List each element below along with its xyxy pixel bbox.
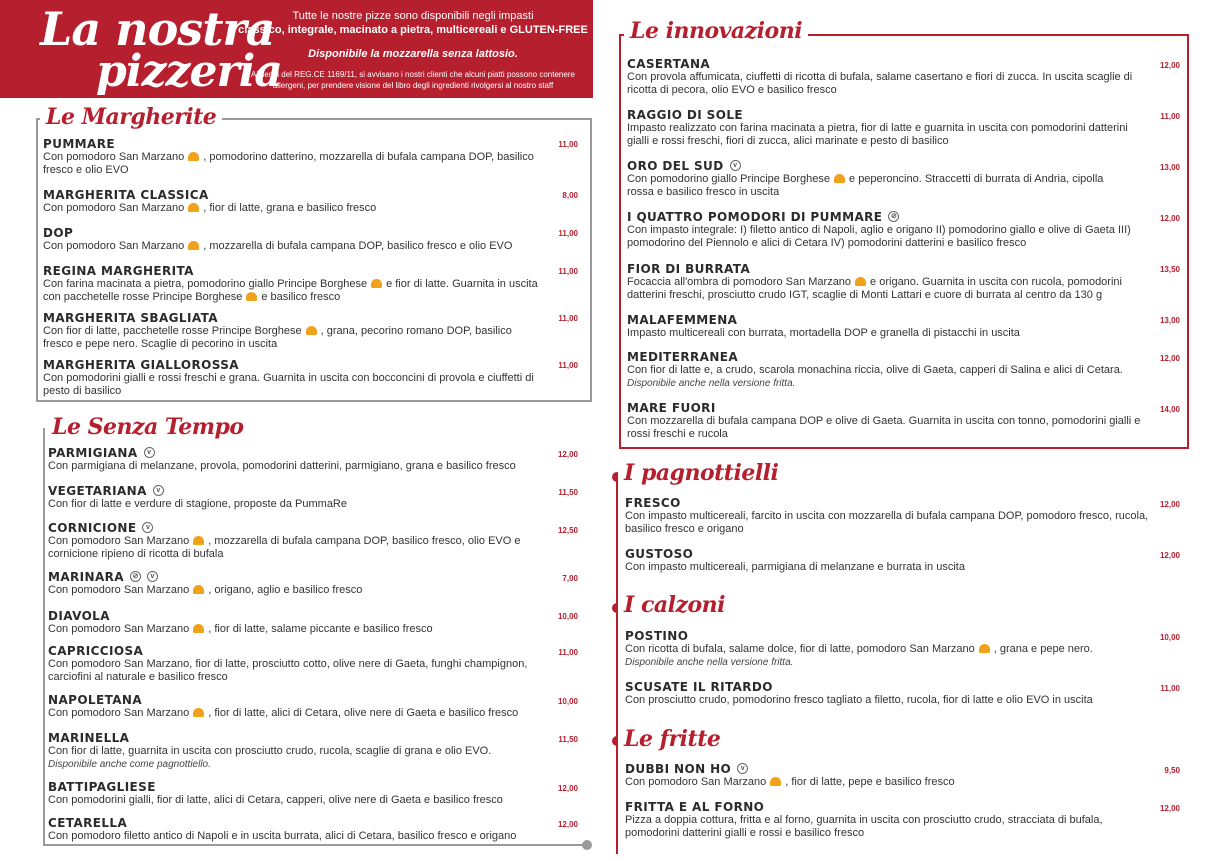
senza-tempo-divider [43,428,45,846]
item-description: Con mozzarella di bufala campana DOP e olive di Gaeta. Guarnita in uscita con tonno, pomodorini gialli e rossi freschi e rucola [627,415,1141,440]
menu-item-scusate-il-ritardo [625,679,1150,707]
dough-list: classico, integrale, macinato a pietra, multicereali e GLUTEN-FREE [238,23,588,36]
item-price: 12,00 [1159,500,1180,509]
menu-item-fritta-e-al-forno [625,799,1150,840]
vegetarian-leaf-icon: v [144,447,155,458]
item-name: CETARELLA [48,815,128,830]
item-description: Con impasto integrale: I) filetto antico di Napoli, aglio e origano II) pomodorino giallo e olive di Gaeta III) pomodorino del Piennolo e alici di Cetara IV) pomodorini datterini e basilico fresco [627,224,1131,249]
item-description: Pizza a doppia cottura, fritta e al forno, guarnita in uscita con prosciutto crudo, stracciata di bufala, pomodorini datterini gialli e rossi e basilico fresco [625,814,1103,839]
item-name: FRESCO [625,495,681,510]
item-price: 11,00 [558,648,578,657]
item-price: 11,00 [558,229,578,238]
item-price: 12,00 [1159,214,1180,223]
menu-item-battipagliese [48,779,548,807]
menu-item-capricciosa [48,643,548,684]
item-description: Con prosciutto crudo, pomodorino fresco tagliato a filetto, rucola, fior di latte e olio EVO in uscita [625,694,1093,706]
item-price: 12,00 [557,450,578,459]
menu-item-postino [625,628,1150,669]
item-note: Disponibile anche nella versione fritta. [625,657,794,668]
vegetarian-leaf-icon: v [737,763,748,774]
item-description: Con farina macinata a pietra, pomodorino giallo Principe Borghese e fior di latte. Guarnita in uscita con pacchetelle rosse Principe Borghese e basilico fresco [43,278,538,303]
item-name: ORO DEL SUD [627,158,724,173]
item-name: MARE FUORI [627,400,716,415]
menu-item-diavola [48,608,548,636]
item-description: Focaccia all'ombra di pomodoro San Marzano e origano. Guarnita in uscita con rucola, pomodorini datterini freschi, prosciutto crudo IGT, scaglie di Monti Lattari e cuore di burrata al centro da 130 g [627,276,1122,301]
item-name: CORNICIONE [48,520,137,535]
item-price: 10,00 [557,612,578,621]
tomato-icon [770,777,781,786]
item-name: PUMMARE [43,136,115,151]
menu-item-malafemmena [627,312,1152,340]
menu-item-marinara [48,569,548,597]
menu-header [0,0,593,98]
item-description: Con pomodoro San Marzano, fior di latte, prosciutto cotto, olive nere di Gaeta, funghi champignon, carciofini al naturale e basilico fresco [48,658,528,683]
item-price: 13,00 [1159,316,1180,325]
tomato-icon [855,277,866,286]
item-description: Con impasto multicereali, parmigiana di melanzane e burrata in uscita [625,561,965,573]
senza-tempo-divider-bottom [43,844,586,846]
item-note: Disponibile anche come pagnottiello. [48,759,211,770]
item-description: Con impasto multicereali, farcito in uscita con mozzarella di bufala campana DOP, pomodoro fresco, rucola, basilico fresco e origano [625,510,1149,535]
item-description: Con provola affumicata, ciuffetti di ricotta di bufala, salame casertano e fiori di zucca. In uscita scaglie di ricotta di pecora, olio EVO e basilico fresco [627,71,1133,96]
menu-item-parmigiana [48,445,548,473]
menu-item-dubbi-non-ho [625,761,1150,789]
section-title-pagnottielli: I pagnottielli [618,460,784,486]
menu-item-regina-margherita [43,263,543,304]
item-price: 11,00 [558,314,578,323]
item-price: 9,50 [1164,766,1180,775]
allergen-note: Ai sensi del REG.CE 1169/11, si avvisano i nostri clienti che alcuni piatti possono contenere allergeni, per prendere visione del libro degli ingredienti rivolgersi al nostro staff [251,70,575,91]
item-price: 11,00 [1160,112,1180,121]
item-name: PARMIGIANA [48,445,138,460]
brand-line-1: La nostra [40,2,275,56]
menu-item-dop [43,225,543,253]
item-description: Con pomodoro San Marzano , origano, aglio e basilico fresco [48,584,363,596]
item-price: 11,00 [558,361,578,370]
menu-item-margherita-giallorossa [43,357,543,398]
menu-item-vegetariana [48,483,548,511]
item-price: 8,00 [562,191,578,200]
item-price: 11,50 [558,488,578,497]
tomato-icon [246,292,257,301]
item-price: 12,00 [1159,354,1180,363]
lactose-free-note: Disponibile la mozzarella senza lattosio. [308,47,518,60]
item-description: Impasto multicereali con burrata, mortadella DOP e granella di pistacchi in uscita [627,327,1020,339]
item-name: MARGHERITA GIALLOROSSA [43,357,239,372]
item-price: 11,00 [558,140,578,149]
vegetarian-leaf-icon: v [730,160,741,171]
tomato-icon [834,174,845,183]
tomato-icon [193,536,204,545]
item-name: BATTIPAGLIESE [48,779,156,794]
item-name: VEGETARIANA [48,483,147,498]
menu-item-pummare [43,136,543,177]
menu-item-marinella [48,730,548,771]
menu-item-cetarella [48,815,548,843]
section-title-senza-tempo: Le Senza Tempo [46,414,250,440]
item-name: DUBBI NON HO [625,761,732,776]
menu-item-mare-fuori [627,400,1152,441]
right-column-divider [616,474,618,854]
tomato-icon [188,203,199,212]
menu-item-fresco [625,495,1150,536]
item-price: 14,00 [1159,405,1180,414]
item-description: Con ricotta di bufala, salame dolce, fior di latte, pomodoro San Marzano , grana e pepe nero. [625,643,1093,655]
item-description: Con pomodoro San Marzano , mozzarella di bufala campana DOP, basilico fresco e olio EVO [43,240,513,252]
menu-item-fior-di-burrata [627,261,1152,302]
item-description: Con fior di latte, guarnita in uscita con prosciutto crudo, rucola, scaglie di grana e olio EVO. [48,745,492,757]
item-price: 11,00 [1160,684,1180,693]
no-gluten-icon: ⊘ [130,571,141,582]
item-description: Con pomodorini gialli, fior di latte, alici di Cetara, capperi, olive nere di Gaeta e basilico fresco [48,794,503,806]
item-price: 13,00 [1159,163,1180,172]
item-price: 12,00 [1159,804,1180,813]
header-info [238,10,588,92]
no-gluten-icon: ⊘ [888,211,899,222]
item-name: CASERTANA [627,56,711,71]
item-name: MALAFEMMENA [627,312,738,327]
item-name: SCUSATE IL RITARDO [625,679,773,694]
item-name: GUSTOSO [625,546,694,561]
item-name: MARINELLA [48,730,130,745]
tomato-icon [193,708,204,717]
item-price: 10,00 [557,697,578,706]
item-description: Con pomodoro San Marzano , fior di latte, salame piccante e basilico fresco [48,623,433,635]
item-name: REGINA MARGHERITA [43,263,194,278]
section-title-innovazioni: Le innovazioni [624,18,808,44]
item-price: 11,50 [558,735,578,744]
section-title-calzoni: I calzoni [618,592,731,618]
item-name: MEDITERRANEA [627,349,739,364]
menu-item-mediterranea [627,349,1152,390]
item-name: FRITTA E AL FORNO [625,799,765,814]
menu-item-oro-del-sud [627,158,1107,199]
vegetarian-leaf-icon: v [142,522,153,533]
item-note: Disponibile anche nella versione fritta. [627,378,796,389]
tomato-icon [188,241,199,250]
item-name: CAPRICCIOSA [48,643,144,658]
item-price: 12,00 [557,820,578,829]
item-description: Con pomodoro San Marzano , fior di latte, grana e basilico fresco [43,202,377,214]
item-description: Con pomodoro filetto antico di Napoli e in uscita burrata, alici di Cetara, basilico fresco e origano [48,830,517,842]
item-name: FIOR DI BURRATA [627,261,751,276]
item-description: Con fior di latte, pacchetelle rosse Principe Borghese , grana, pecorino romano DOP, basilico fresco e pepe nero. Scaglie di pecorino in uscita [43,325,512,350]
item-name: NAPOLETANA [48,692,143,707]
item-name: DIAVOLA [48,608,110,623]
menu-item-gustoso [625,546,1150,574]
section-title-margherite: Le Margherite [40,104,222,130]
item-price: 10,00 [1159,633,1180,642]
menu-item-napoletana [48,692,548,720]
menu-item-casertana [627,56,1152,97]
tomato-icon [979,644,990,653]
item-description: Con fior di latte e, a crudo, scarola monachina riccia, olive di Gaeta, capperi di Salina e alici di Cetara. [627,364,1123,376]
item-name: POSTINO [625,628,689,643]
item-description: Con pomodorino giallo Principe Borghese e peperoncino. Straccetti di burrata di Andria, cipolla rossa e basilico fresco in uscita [627,173,1104,198]
item-price: 12,00 [1159,61,1180,70]
item-description: Con pomodoro San Marzano , fior di latte, alici di Cetara, olive nere di Gaeta e basilico fresco [48,707,519,719]
tomato-icon [371,279,382,288]
item-name: MARINARA [48,569,124,584]
item-description: Impasto realizzato con farina macinata a pietra, fior di latte e guarnita in uscita con pomodorini datterini gialli e rossi freschi, fiori di zucca, alici marinate e pesto di basilico [627,122,1128,147]
item-name: MARGHERITA CLASSICA [43,187,209,202]
item-name: MARGHERITA SBAGLIATA [43,310,218,325]
item-name: DOP [43,225,74,240]
item-description: Con pomodorini gialli e rossi freschi e grana. Guarnita in uscita con bocconcini di provola e ciuffetti di pesto di basilico [43,372,534,397]
divider-dot [582,840,592,850]
menu-item-margherita-sbagliata [43,310,543,351]
item-name: RAGGIO DI SOLE [627,107,743,122]
brand-line-2: pizzeria [96,46,282,97]
item-price: 7,00 [562,574,578,583]
item-description: Con parmigiana di melanzane, provola, pomodorini datterini, parmigiano, grana e basilico fresco [48,460,516,472]
item-price: 13,50 [1159,265,1180,274]
item-price: 12,00 [1159,551,1180,560]
menu-item-quattro-pomodori [627,209,1152,250]
vegetarian-leaf-icon: v [153,485,164,496]
menu-item-cornicione [48,520,548,561]
item-description: Con pomodoro San Marzano , fior di latte, pepe e basilico fresco [625,776,955,788]
vegetarian-leaf-icon: v [147,571,158,582]
tomato-icon [188,152,199,161]
tomato-icon [193,624,204,633]
item-description: Con pomodoro San Marzano , mozzarella di bufala campana DOP, basilico fresco, olio EVO e cornicione ripieno di ricotta di bufala [48,535,521,560]
tomato-icon [193,585,204,594]
tomato-icon [306,326,317,335]
menu-item-raggio-di-sole [627,107,1152,148]
dough-intro: Tutte le nostre pizze sono disponibili negli impasti [292,10,534,22]
item-price: 12,00 [557,784,578,793]
item-description: Con fior di latte e verdure di stagione, proposte da PummaRe [48,498,347,510]
menu-item-margherita-classica [43,187,543,215]
item-price: 12,50 [557,526,578,535]
item-price: 11,00 [558,267,578,276]
section-title-fritte: Le fritte [618,726,726,752]
item-description: Con pomodoro San Marzano , pomodorino datterino, mozzarella di bufala campana DOP, basilico fresco e olio EVO [43,151,534,176]
item-name: I QUATTRO POMODORI DI PUMMARE [627,209,883,224]
